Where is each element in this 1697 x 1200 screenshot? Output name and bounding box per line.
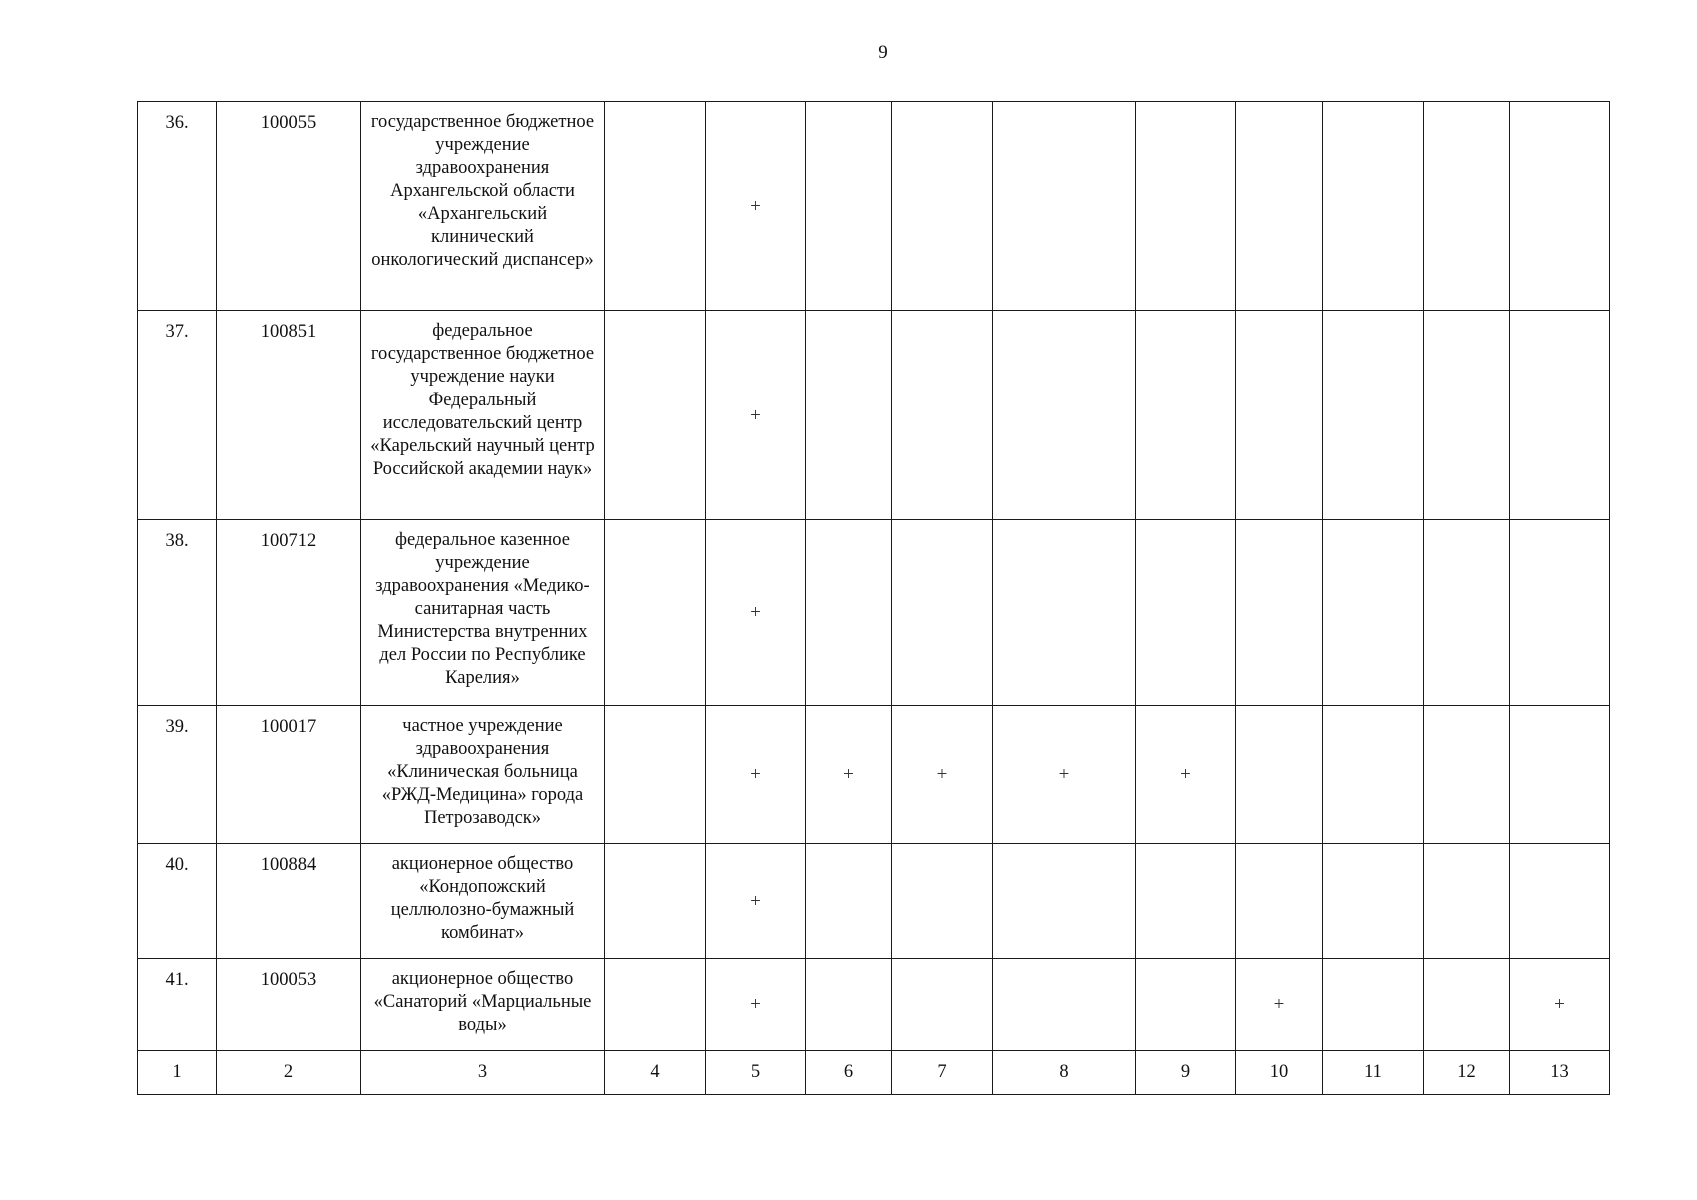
mark-col-4	[605, 706, 706, 844]
row-organization-name: государственное бюджетное учреждение здравоохранения Архангельской области «Архангельский клинический онкологический диспансер»	[361, 102, 605, 311]
row-code: 100712	[217, 520, 361, 706]
row-code: 100055	[217, 102, 361, 311]
mark-col-12	[1424, 844, 1510, 959]
mark-col-4	[605, 102, 706, 311]
mark-col-12	[1424, 959, 1510, 1051]
mark-col-12	[1424, 706, 1510, 844]
mark-col-7	[892, 959, 993, 1051]
column-number: 1	[138, 1051, 217, 1095]
mark-col-9	[1136, 959, 1236, 1051]
mark-col-7	[892, 844, 993, 959]
table-row	[138, 959, 1610, 1051]
mark-col-4	[605, 311, 706, 520]
row-number: 40.	[138, 844, 217, 959]
mark-col-6	[806, 311, 892, 520]
mark-col-6	[806, 520, 892, 706]
column-number: 2	[217, 1051, 361, 1095]
mark-col-8	[993, 520, 1136, 706]
mark-col-8	[993, 959, 1136, 1051]
mark-col-10	[1236, 520, 1323, 706]
mark-col-8	[993, 102, 1136, 311]
mark-col-8	[993, 844, 1136, 959]
mark-col-6	[806, 959, 892, 1051]
table-row	[138, 520, 1610, 706]
mark-col-13	[1510, 520, 1610, 706]
mark-col-13	[1510, 844, 1610, 959]
mark-col-9	[1136, 520, 1236, 706]
row-code: 100017	[217, 706, 361, 844]
column-number: 8	[993, 1051, 1136, 1095]
mark-col-9	[1136, 311, 1236, 520]
mark-col-13	[1510, 311, 1610, 520]
row-code: 100851	[217, 311, 361, 520]
column-number: 6	[806, 1051, 892, 1095]
mark-col-11	[1323, 706, 1424, 844]
mark-col-4	[605, 844, 706, 959]
table-row	[138, 706, 1610, 844]
mark-col-10	[1236, 102, 1323, 311]
mark-col-10	[1236, 706, 1323, 844]
mark-col-11	[1323, 520, 1424, 706]
mark-col-13: +	[1510, 959, 1610, 1051]
row-organization-name: акционерное общество «Санаторий «Марциальные воды»	[361, 959, 605, 1051]
column-number: 13	[1510, 1051, 1610, 1095]
mark-col-8: +	[993, 706, 1136, 844]
mark-col-10	[1236, 844, 1323, 959]
mark-col-11	[1323, 311, 1424, 520]
column-number: 9	[1136, 1051, 1236, 1095]
mark-col-8	[993, 311, 1136, 520]
mark-col-6: +	[806, 706, 892, 844]
mark-col-5: +	[706, 844, 806, 959]
row-number: 39.	[138, 706, 217, 844]
column-number: 10	[1236, 1051, 1323, 1095]
page-number: 9	[878, 42, 888, 63]
column-number: 3	[361, 1051, 605, 1095]
mark-col-5: +	[706, 102, 806, 311]
mark-col-6	[806, 844, 892, 959]
mark-col-5: +	[706, 311, 806, 520]
mark-col-9	[1136, 844, 1236, 959]
mark-col-7	[892, 311, 993, 520]
mark-col-5: +	[706, 520, 806, 706]
row-code: 100884	[217, 844, 361, 959]
column-number: 5	[706, 1051, 806, 1095]
column-number-row	[138, 1051, 1610, 1095]
mark-col-10: +	[1236, 959, 1323, 1051]
column-number: 4	[605, 1051, 706, 1095]
mark-col-13	[1510, 102, 1610, 311]
column-number: 7	[892, 1051, 993, 1095]
mark-col-5: +	[706, 959, 806, 1051]
column-number: 11	[1323, 1051, 1424, 1095]
mark-col-11	[1323, 959, 1424, 1051]
row-organization-name: акционерное общество «Кондопожский целлюлозно-бумажный комбинат»	[361, 844, 605, 959]
row-organization-name: федеральное государственное бюджетное учреждение науки Федеральный исследовательский центр «Карельский научный центр Российской академии наук»	[361, 311, 605, 520]
mark-col-9	[1136, 102, 1236, 311]
column-number: 12	[1424, 1051, 1510, 1095]
mark-col-11	[1323, 102, 1424, 311]
mark-col-6	[806, 102, 892, 311]
mark-col-7: +	[892, 706, 993, 844]
mark-col-9: +	[1136, 706, 1236, 844]
row-number: 38.	[138, 520, 217, 706]
table-row	[138, 311, 1610, 520]
mark-col-7	[892, 102, 993, 311]
mark-col-12	[1424, 102, 1510, 311]
mark-col-4	[605, 959, 706, 1051]
mark-col-7	[892, 520, 993, 706]
mark-col-11	[1323, 844, 1424, 959]
table-row	[138, 844, 1610, 959]
row-number: 37.	[138, 311, 217, 520]
mark-col-13	[1510, 706, 1610, 844]
mark-col-10	[1236, 311, 1323, 520]
mark-col-12	[1424, 311, 1510, 520]
row-code: 100053	[217, 959, 361, 1051]
row-number: 36.	[138, 102, 217, 311]
mark-col-5: +	[706, 706, 806, 844]
registry-table	[137, 101, 1610, 1095]
row-number: 41.	[138, 959, 217, 1051]
table-row	[138, 102, 1610, 311]
row-organization-name: федеральное казенное учреждение здравоохранения «Медико-санитарная часть Министерства внутренних дел России по Республике Карелия»	[361, 520, 605, 706]
mark-col-4	[605, 520, 706, 706]
row-organization-name: частное учреждение здравоохранения «Клиническая больница «РЖД-Медицина» города Петрозаводск»	[361, 706, 605, 844]
mark-col-12	[1424, 520, 1510, 706]
